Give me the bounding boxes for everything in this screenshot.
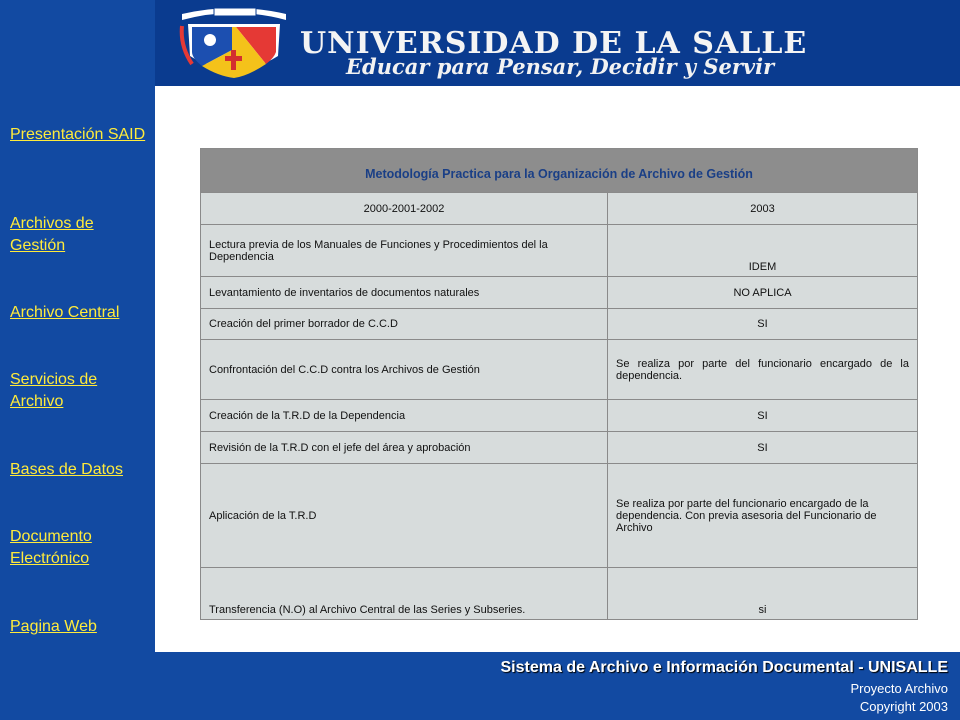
sidebar-item-archivo-central[interactable]: Archivo Central (10, 304, 120, 321)
sidebar-item-bases-de-datos[interactable]: Bases de Datos (10, 461, 123, 478)
value-cell: Se realiza por parte del funcionario encargado de la dependencia. (608, 340, 918, 400)
sidebar-item-pagina-web[interactable]: Pagina Web (10, 618, 97, 635)
sidebar-item-presentacion-said[interactable]: Presentación SAID (10, 126, 146, 143)
university-title: UNIVERSIDAD DE LA SALLE (300, 26, 808, 61)
value-cell: Se realiza por parte del funcionario encargado de la dependencia. Con previa asesoria del Funcionario de Archivo (608, 464, 918, 568)
table-row (201, 277, 918, 309)
column-header-period-1: 2000-2001-2002 (201, 193, 608, 225)
table-row (201, 309, 918, 340)
table-row (201, 340, 918, 400)
activity-cell: Creación de la T.R.D de la Dependencia (201, 400, 608, 432)
table-row (201, 568, 918, 620)
value-cell: si (608, 568, 918, 620)
activity-cell: Lectura previa de los Manuales de Funciones y Procedimientos del la Dependencia (201, 225, 608, 277)
table-row (201, 225, 918, 277)
activity-cell: Transferencia (N.O) al Archivo Central de las Series y Subseries. (201, 568, 608, 620)
activity-cell: Aplicación de la T.R.D (201, 464, 608, 568)
table-row (201, 464, 918, 568)
value-cell: SI (608, 432, 918, 464)
footer-system-title: Sistema de Archivo e Información Documental - UNISALLE (500, 659, 948, 676)
footer-copyright: Copyright 2003 (859, 699, 948, 714)
table-title: Metodología Practica para la Organización de Archivo de Gestión (201, 149, 918, 193)
sidebar-item-documento-electronico[interactable]: Documento Electrónico (10, 528, 92, 567)
university-shield-logo (178, 6, 290, 80)
activity-cell: Revisión de la T.R.D con el jefe del área y aprobación (201, 432, 608, 464)
value-cell: SI (608, 309, 918, 340)
sidebar-item-servicios-de-archivo[interactable]: Servicios de Archivo (10, 371, 98, 410)
university-motto: Educar para Pensar, Decidir y Servir (346, 54, 775, 79)
value-cell: NO APLICA (608, 277, 918, 309)
sidebar-item-archivos-de-gestion[interactable]: Archivos de Gestión (10, 215, 94, 254)
activity-cell: Levantamiento de inventarios de documentos naturales (201, 277, 608, 309)
value-cell: IDEM (608, 225, 918, 277)
content-panel (155, 86, 960, 652)
activity-cell: Creación del primer borrador de C.C.D (201, 309, 608, 340)
value-cell: SI (608, 400, 918, 432)
footer-project-label: Proyecto Archivo (850, 681, 948, 696)
column-header-period-2: 2003 (608, 193, 918, 225)
methodology-table (200, 148, 918, 620)
activity-cell: Confrontación del C.C.D contra los Archivos de Gestión (201, 340, 608, 400)
table-row (201, 400, 918, 432)
table-row (201, 432, 918, 464)
